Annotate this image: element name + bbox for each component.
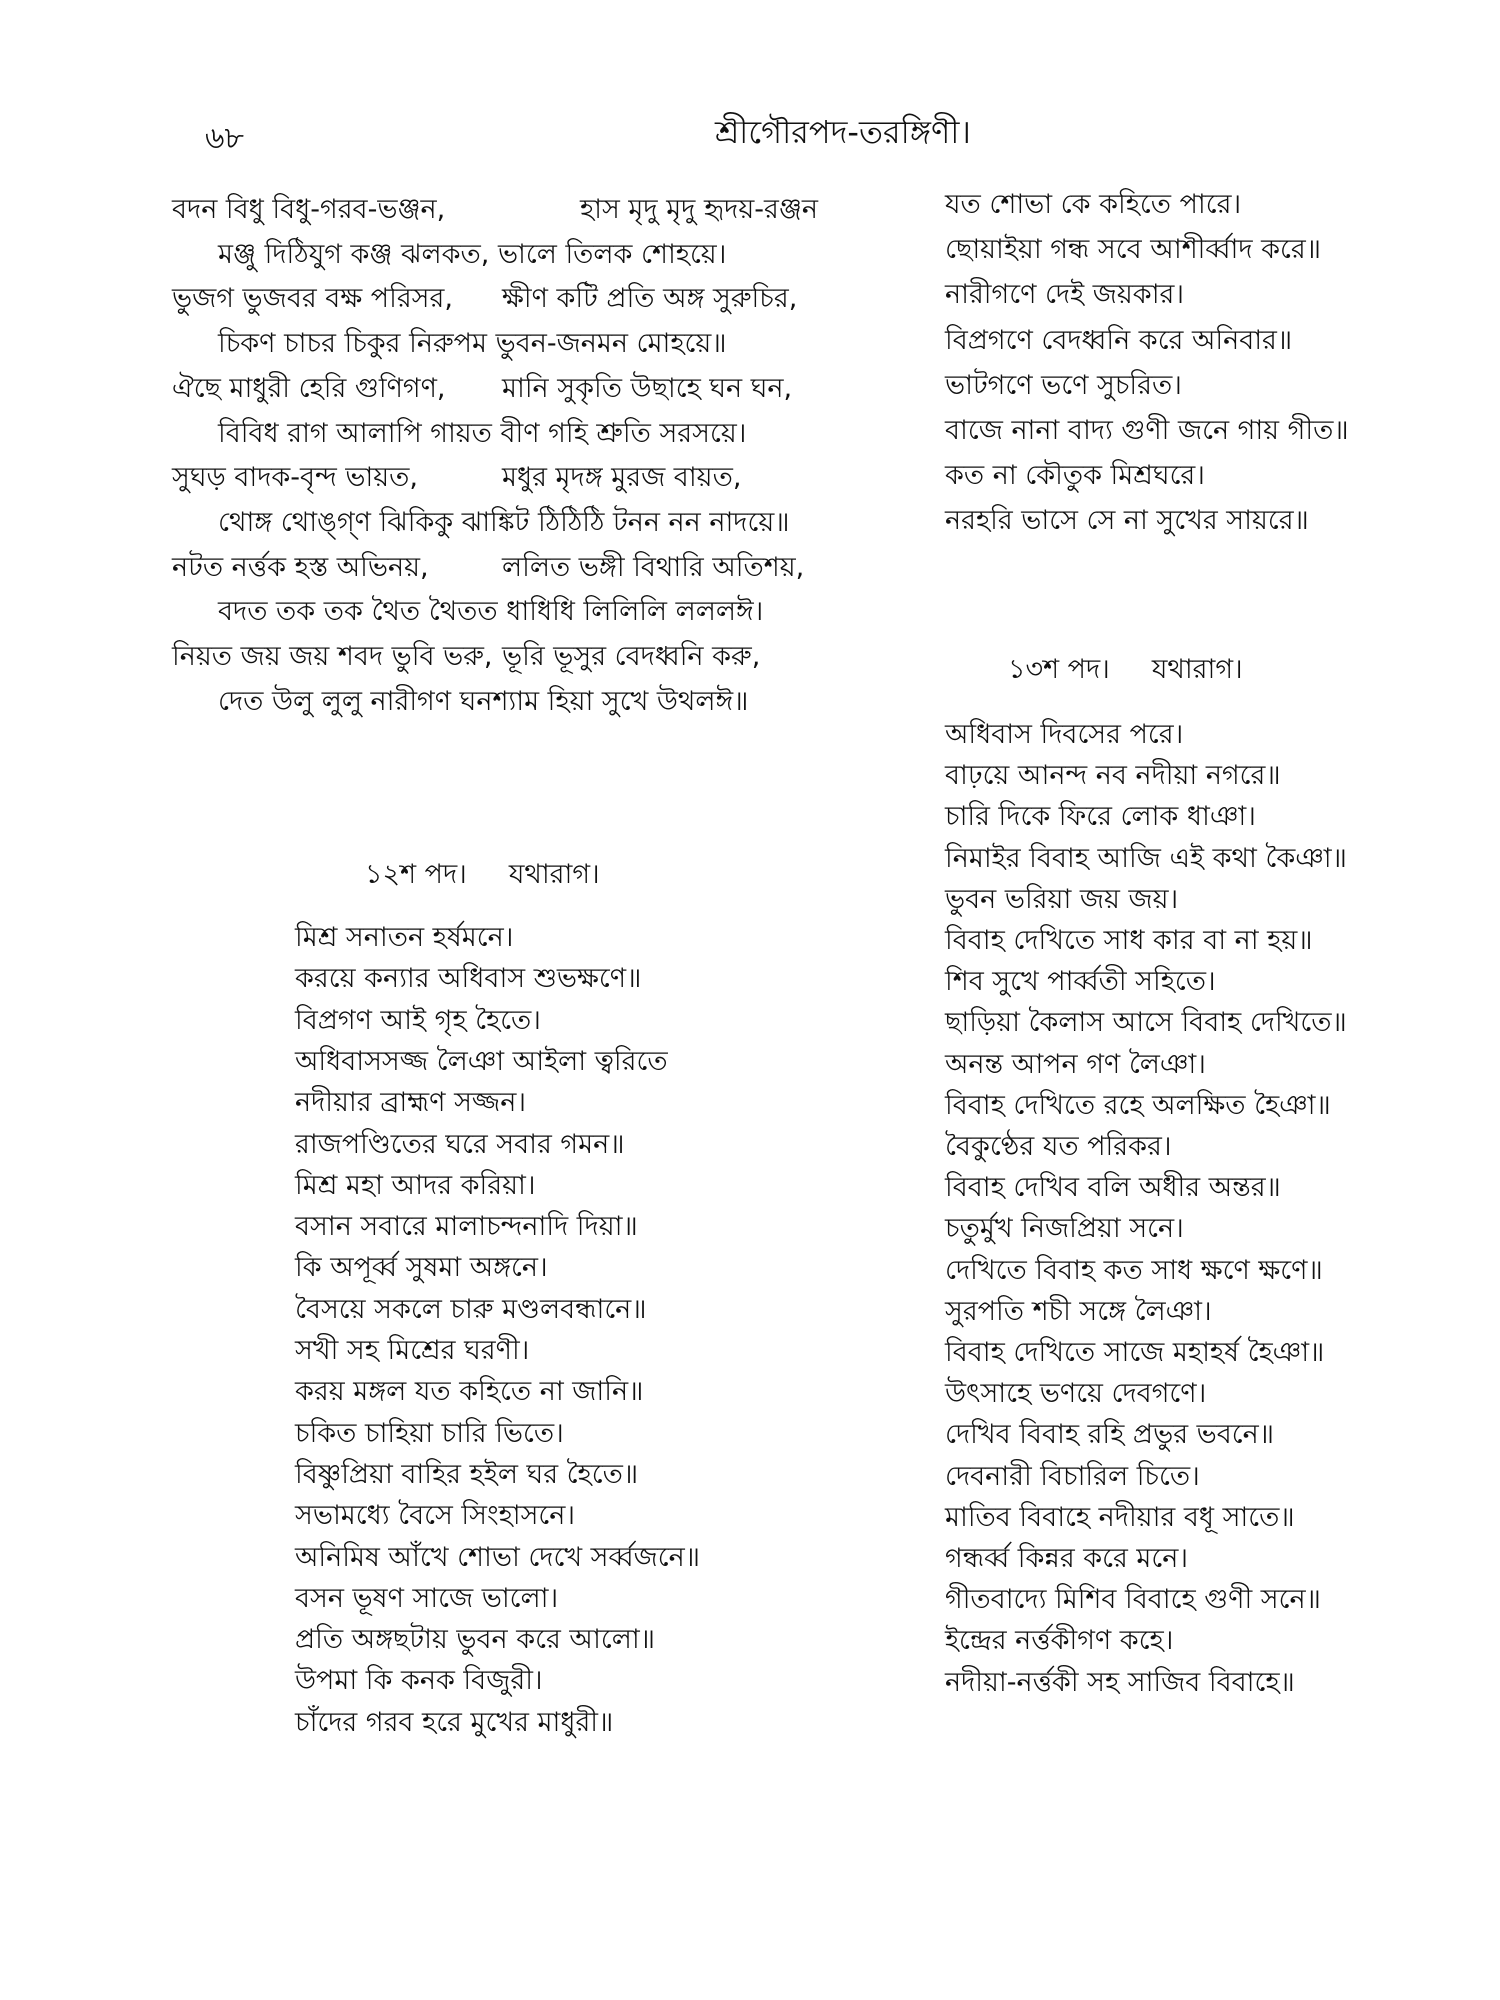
pada-12-line: মিশ্র সনাতন হর্ষমনে। <box>295 922 514 953</box>
verse-line <box>172 282 822 316</box>
pada-13-line: অনন্ত আপন গণ লৈঞা। <box>945 1048 1206 1080</box>
pada-12-line: প্রতি অঙ্গছটায় ভুবন করে আলো॥ <box>295 1624 655 1656</box>
pada-12-line: উপমা কি কনক বিজুরী। <box>295 1665 543 1697</box>
verse-line-indented: দেত উলু লুলু নারীগণ ঘনশ্যাম হিয়া সুখে উথলঈ॥ <box>218 685 749 717</box>
pada-13-line: শিব সুখে পার্ব্বতী সহিতে। <box>945 966 1216 998</box>
verse-line-first-half: ঐছে মাধুরী হেরি গুণিগণ, <box>172 372 446 404</box>
verse-line <box>172 461 822 495</box>
verse-line-indented: থোঙ্গ থোঙ্গ্ণ ঝিকিকু ঝাঙ্কিট ঠিঠিঠি টনন নন নাদয়ে॥ <box>218 506 790 538</box>
pada-13-line: সুরপতি শচী সঙ্গে লৈঞা। <box>945 1295 1212 1327</box>
verse-line-indented: বিবিধ রাগ আলাপি গায়ত বীণ গহি শ্রুতি সরসয়ে। <box>218 417 747 449</box>
pada-12-number: ১২শ পদ। <box>365 859 467 890</box>
pada-13-line: চারি দিকে ফিরে লোক ধাঞা। <box>945 801 1256 833</box>
pada-12-raga: যথারাগ। <box>508 859 600 890</box>
pada-12-line: করয় মঙ্গল যত কহিতে না জানি॥ <box>295 1376 644 1408</box>
pada-13-line: গন্ধর্ব্ব কিন্নর করে মনে। <box>945 1543 1189 1574</box>
pada-13-line: বৈকুণ্ঠের যত পরিকর। <box>945 1131 1172 1162</box>
verse-line-first-half: নটত নর্ত্তক হস্ত অভিনয়, <box>172 551 429 583</box>
pada-12-line: করয়ে কন্যার অধিবাস শুভক্ষণে॥ <box>295 963 642 995</box>
pada-13-line: দেবনারী বিচারিল চিতে। <box>945 1460 1200 1492</box>
pada-12-line: বৈসয়ে সকলে চারু মণ্ডলবন্ধানে॥ <box>295 1293 647 1325</box>
verse-line <box>172 551 822 585</box>
continuation-line: ছোয়াইয়া গন্ধ সবে আশীর্ব্বাদ করে॥ <box>945 234 1321 266</box>
pada-13-line: বিবাহ দেখিতে রহে অলক্ষিত হৈঞা॥ <box>945 1089 1331 1121</box>
pada-13-line: দেখিব বিবাহ রহি প্রভুর ভবনে॥ <box>945 1419 1275 1451</box>
pada-13-line: অধিবাস দিবসের পরে। <box>945 719 1184 750</box>
pada-12-line: নদীয়ার ব্রাহ্মণ সজ্জন। <box>295 1087 527 1119</box>
page-number: ৬৮ <box>205 121 244 156</box>
pada-12-line: অধিবাসসজ্জ লৈঞা আইলা ত্বরিতে <box>295 1045 668 1077</box>
pada-13-line: নদীয়া-নর্ত্তকী সহ সাজিব বিবাহে॥ <box>945 1666 1295 1698</box>
continuation-line: ভাটগণে ভণে সুচরিত। <box>945 369 1182 401</box>
running-title: শ্রীগৌরপদ-তরঙ্গিণী। <box>715 113 971 151</box>
verse-line-second-half: মানি সুকৃতি উছাহে ঘন ঘন, <box>502 372 793 404</box>
verse-line-first-half: বদন বিধু বিধু-গরব-ভঞ্জন, <box>172 194 446 225</box>
pada-13-line: ভুবন ভরিয়া জয় জয়। <box>945 883 1179 915</box>
pada-13-line: বিবাহ দেখিতে সাধ কার বা না হয়॥ <box>945 925 1313 956</box>
pada-12-line: বসন ভূষণ সাজে ভালো। <box>295 1582 559 1614</box>
pada-13-heading <box>1008 653 1243 687</box>
verse-line-indented: মঞ্জু দিঠিযুগ কঞ্জ ঝলকত, ভালে তিলক শোহয়ে। <box>218 238 727 270</box>
verse-line-first-half: সুঘড় বাদক-বৃন্দ ভায়ত, <box>172 462 419 494</box>
verse-line-indented: চিকণ চাচর চিকুর নিরুপম ভুবন-জনমন মোহয়ে॥ <box>218 328 727 360</box>
pada-13-line: বাঢ়য়ে আনন্দ নব নদীয়া নগরে॥ <box>945 760 1281 792</box>
verse-line-second-half: ক্ষীণ কটি প্রতি অঙ্গ সুরুচির, <box>502 283 798 315</box>
verse-line-second-half: হাস মৃদু মৃদু হৃদয়-রঞ্জন <box>580 194 819 225</box>
continuation-line: যত শোভা কে কহিতে পারে। <box>945 189 1242 220</box>
pada-12-line: সখী সহ মিশ্রের ঘরণী। <box>295 1335 530 1366</box>
verse-line <box>172 193 822 227</box>
pada-13-line: বিবাহ দেখিতে সাজে মহাহর্ষ হৈঞা॥ <box>945 1337 1325 1368</box>
pada-12-line: বসান সবারে মালাচন্দনাদি দিয়া॥ <box>295 1211 638 1243</box>
verse-line-second-half: ললিত ভঙ্গী বিথারি অতিশয়, <box>502 551 805 583</box>
pada-12-line: রাজপণ্ডিতের ঘরে সবার গমন॥ <box>295 1128 625 1160</box>
pada-13-line: চতুর্মুখ নিজপ্রিয়া সনে। <box>945 1213 1184 1245</box>
pada-12-heading <box>365 858 600 892</box>
pada-13-number: ১৩শ পদ। <box>1008 654 1110 685</box>
pada-13-line: ছাড়িয়া কৈলাস আসে বিবাহ দেখিতে॥ <box>945 1007 1347 1039</box>
pada-13-line: মাতিব বিবাহে নদীয়ার বধূ সাতে॥ <box>945 1501 1295 1533</box>
verse-line-first-half: ভুজগ ভুজবর বক্ষ পরিসর, <box>172 283 453 315</box>
pada-12-line: কি অপূর্ব্ব সুষমা অঙ্গনে। <box>295 1252 548 1284</box>
pada-13-line: উৎসাহে ভণয়ে দেবগণে। <box>945 1378 1207 1410</box>
verse-line <box>172 640 822 674</box>
verse-line-indented: বদত তক তক থৈত থৈতত ধাধিধি লিলিলি লললঈ। <box>218 596 764 628</box>
continuation-line: বিপ্রগণে বেদধ্বনি করে অনিবার॥ <box>945 324 1293 356</box>
continuation-line: নারীগণে দেই জয়কার। <box>945 279 1185 311</box>
verse-line <box>172 372 822 406</box>
pada-12-line: চাঁদের গরব হরে মুখের মাধুরী॥ <box>295 1706 614 1738</box>
pada-12-line: সভামধ্যে বৈসে সিংহাসনে। <box>295 1500 576 1532</box>
continuation-line: বাজে নানা বাদ্য গুণী জনে গায় গীত॥ <box>945 415 1349 446</box>
verse-line-second-half: মধুর মৃদঙ্গ মুরজ বায়ত, <box>502 462 742 494</box>
pada-13-line: নিমাইর বিবাহ আজি এই কথা কৈঞা॥ <box>945 842 1347 874</box>
pada-12-line: মিশ্র মহা আদর করিয়া। <box>295 1169 536 1201</box>
pada-13-line: গীতবাদ্যে মিশিব বিবাহে গুণী সনে॥ <box>945 1584 1321 1616</box>
verse-line-second-half: ভূরি ভূসুর বেদধ্বনি করু, <box>502 641 761 672</box>
pada-13-line: বিবাহ দেখিব বলি অধীর অন্তর॥ <box>945 1172 1281 1204</box>
pada-13-line: দেখিতে বিবাহ কত সাধ ক্ষণে ক্ষণে॥ <box>945 1254 1323 1286</box>
pada-12-line: অনিমিষ আঁখে শোভা দেখে সর্ব্বজনে॥ <box>295 1541 701 1573</box>
pada-12-line: বিপ্রগণ আই গৃহ হৈতে। <box>295 1004 541 1036</box>
pada-13-raga: যথারাগ। <box>1151 654 1243 685</box>
pada-12-line: বিষ্ণুপ্রিয়া বাহির হইল ঘর হৈতে॥ <box>295 1458 639 1490</box>
pada-12-line: চকিত চাহিয়া চারি ভিতে। <box>295 1417 564 1449</box>
continuation-line: কত না কৌতুক মিশ্রঘরে। <box>945 460 1205 492</box>
continuation-line: নরহরি ভাসে সে না সুখের সায়রে॥ <box>945 505 1309 537</box>
pada-13-line: ইন্দ্রের নর্ত্তকীগণ কহে। <box>945 1625 1174 1657</box>
verse-line-first-half: নিয়ত জয় জয় শবদ ভুবি ভরু, <box>172 641 493 672</box>
